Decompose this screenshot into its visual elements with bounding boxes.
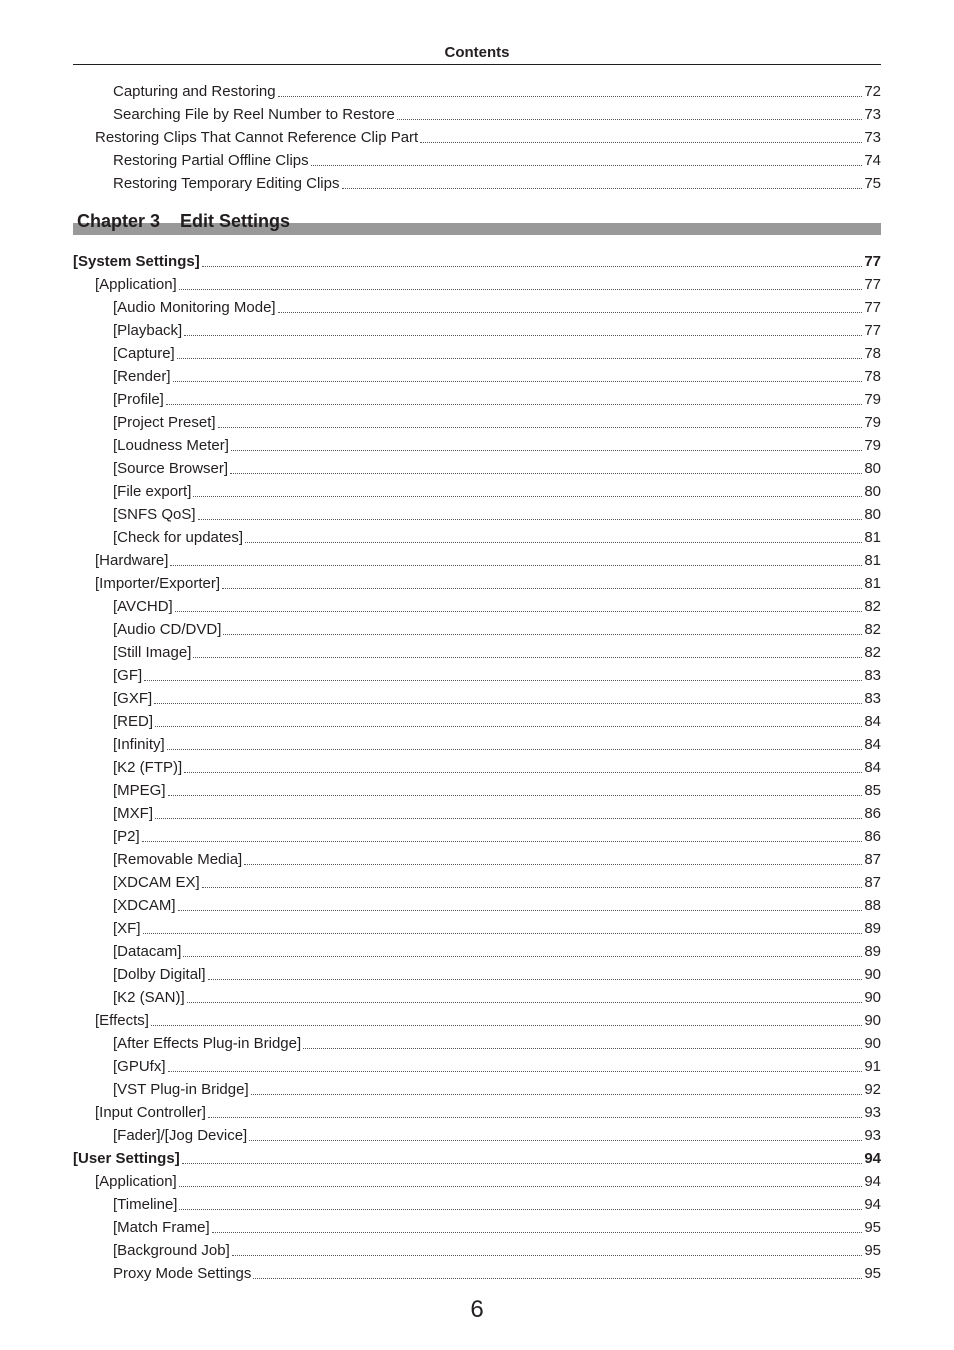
toc-entry-page: 82 [864,621,881,638]
chapter-title [77,210,290,232]
toc-entry-label: Restoring Temporary Editing Clips [113,175,340,192]
toc-entry[interactable] [73,147,881,170]
toc-entry-page: 90 [864,966,881,983]
toc-entry[interactable] [73,1076,881,1099]
toc-entry-label: [Effects] [95,1012,149,1029]
toc-entry-label: [Playback] [113,322,183,339]
toc-entry-label: [Loudness Meter] [113,437,229,454]
toc-entry-label: [Audio CD/DVD] [113,621,222,638]
toc-entry[interactable] [73,708,881,731]
toc-entry-label: [Datacam] [113,943,182,960]
toc-entry[interactable] [73,248,881,271]
toc-dot-leader [175,611,863,612]
toc-dot-leader [142,841,863,842]
toc-entry-page: 87 [864,874,881,891]
toc-entry[interactable] [73,570,881,593]
toc-entry-page: 83 [864,690,881,707]
toc-dot-leader [232,1255,863,1256]
toc-entry[interactable] [73,846,881,869]
toc-entry[interactable] [73,409,881,432]
toc-entry-label: [Hardware] [95,552,169,569]
toc-entry-label: [MXF] [113,805,153,822]
toc-entry[interactable] [73,1122,881,1145]
toc-entry[interactable] [73,78,881,101]
toc-entry[interactable] [73,478,881,501]
toc-entry[interactable] [73,1168,881,1191]
toc-entry-label: [Project Preset] [113,414,216,431]
toc-entry-page: 84 [864,759,881,776]
toc-dot-leader [187,1002,863,1003]
toc-entry-page: 82 [864,598,881,615]
toc-entry[interactable] [73,639,881,662]
toc-entry[interactable] [73,616,881,639]
toc-entry-page: 78 [864,345,881,362]
toc-entry-label: [User Settings] [73,1150,180,1167]
toc-entry[interactable] [73,754,881,777]
toc-entry-page: 77 [864,253,881,270]
toc-entry-label: [Timeline] [113,1196,178,1213]
toc-entry-label: Restoring Partial Offline Clips [113,152,309,169]
toc-entry-page: 86 [864,828,881,845]
toc-entry[interactable] [73,455,881,478]
toc-dot-leader [184,335,862,336]
toc-entry-page: 82 [864,644,881,661]
toc-dot-leader [223,634,862,635]
toc-entry-label: Capturing and Restoring [113,83,276,100]
toc-entry[interactable] [73,1145,881,1168]
toc-top-list [73,78,881,193]
chapter-heading [73,210,881,235]
toc-dot-leader [253,1278,862,1279]
toc-entry-label: [Dolby Digital] [113,966,206,983]
toc-entry-page: 92 [864,1081,881,1098]
toc-entry[interactable] [73,1237,881,1260]
toc-entry[interactable] [73,961,881,984]
toc-dot-leader [249,1140,862,1141]
toc-entry-label: [XDCAM EX] [113,874,200,891]
toc-dot-leader [278,312,863,313]
toc-dot-leader [173,381,863,382]
toc-entry[interactable] [73,271,881,294]
toc-entry-page: 94 [864,1173,881,1190]
toc-main-list [73,248,881,1283]
toc-entry-page: 73 [864,129,881,146]
chapter-name: Edit Settings [180,211,291,231]
toc-entry-page: 78 [864,368,881,385]
toc-entry-page: 77 [864,276,881,293]
toc-dot-leader [143,933,863,934]
toc-entry-label: [K2 (FTP)] [113,759,183,776]
toc-entry[interactable] [73,1053,881,1076]
toc-dot-leader [155,726,862,727]
toc-entry-label: [Check for updates] [113,529,244,546]
toc-entry-label: [GPUfx] [113,1058,166,1075]
toc-dot-leader [202,887,863,888]
toc-dot-leader [170,565,862,566]
toc-dot-leader [230,473,862,474]
toc-entry[interactable] [73,1214,881,1237]
toc-entry[interactable] [73,731,881,754]
toc-dot-leader [212,1232,863,1233]
toc-entry-label: [GF] [113,667,143,684]
toc-entry-page: 94 [864,1150,881,1167]
toc-dot-leader [222,588,862,589]
toc-entry[interactable] [73,662,881,685]
toc-entry-label: [Source Browser] [113,460,229,477]
toc-entry-page: 79 [864,414,881,431]
toc-dot-leader [202,266,863,267]
toc-dot-leader [198,519,863,520]
toc-dot-leader [151,1025,862,1026]
toc-entry[interactable] [73,294,881,317]
toc-entry[interactable] [73,124,881,147]
toc-dot-leader [193,657,862,658]
toc-entry-page: 74 [864,152,881,169]
toc-dot-leader [166,404,862,405]
toc-entry[interactable] [73,685,881,708]
toc-entry-page: 85 [864,782,881,799]
toc-dot-leader [144,680,862,681]
toc-entry-label: [SNFS QoS] [113,506,196,523]
toc-entry-page: 89 [864,943,881,960]
toc-entry-label: [System Settings] [73,253,200,270]
toc-entry-label: Searching File by Reel Number to Restore [113,106,395,123]
toc-entry[interactable] [73,1030,881,1053]
toc-dot-leader [184,772,862,773]
toc-dot-leader [167,749,863,750]
toc-entry[interactable] [73,1007,881,1030]
toc-entry[interactable] [73,984,881,1007]
toc-entry[interactable] [73,1099,881,1122]
toc-entry-page: 95 [864,1265,881,1282]
toc-entry[interactable] [73,869,881,892]
page-number: 6 [470,1296,484,1323]
toc-entry[interactable] [73,170,881,193]
toc-entry-label: [Capture] [113,345,175,362]
toc-entry-label: [VST Plug-in Bridge] [113,1081,249,1098]
page-header-title: Contents [444,44,510,61]
toc-entry-label: [Fader]/[Jog Device] [113,1127,248,1144]
toc-entry-label: [File export] [113,483,192,500]
toc-entry-label: Restoring Clips That Cannot Reference Clip Part [95,129,419,146]
toc-entry-label: [XDCAM] [113,897,176,914]
toc-entry-page: 89 [864,920,881,937]
toc-entry-label: [Still Image] [113,644,192,661]
toc-entry-page: 79 [864,437,881,454]
toc-entry-label: Proxy Mode Settings [113,1265,252,1282]
toc-entry-label: [Removable Media] [113,851,243,868]
toc-entry[interactable] [73,593,881,616]
toc-entry-page: 73 [864,106,881,123]
toc-entry-label: [After Effects Plug-in Bridge] [113,1035,302,1052]
toc-entry[interactable] [73,915,881,938]
toc-entry-page: 94 [864,1196,881,1213]
toc-dot-leader [420,142,862,143]
toc-dot-leader [244,864,862,865]
toc-entry-page: 81 [864,529,881,546]
toc-entry-page: 79 [864,391,881,408]
toc-entry-label: [Audio Monitoring Mode] [113,299,276,316]
toc-entry[interactable] [73,1260,881,1283]
toc-entry-label: [RED] [113,713,154,730]
toc-dot-leader [182,1163,863,1164]
toc-entry-label: [Background Job] [113,1242,230,1259]
toc-entry-page: 72 [864,83,881,100]
toc-entry-label: [P2] [113,828,140,845]
toc-entry-page: 80 [864,460,881,477]
toc-entry[interactable] [73,101,881,124]
toc-entry[interactable] [73,892,881,915]
toc-entry-page: 75 [864,175,881,192]
toc-dot-leader [342,188,863,189]
toc-dot-leader [218,427,863,428]
toc-dot-leader [208,979,863,980]
toc-entry-label: [K2 (SAN)] [113,989,185,1006]
toc-entry[interactable] [73,501,881,524]
toc-entry-page: 90 [864,1035,881,1052]
toc-entry-label: [XF] [113,920,141,937]
toc-entry-label: [Render] [113,368,171,385]
toc-dot-leader [397,119,863,120]
toc-entry-page: 81 [864,552,881,569]
toc-entry-page: 83 [864,667,881,684]
toc-entry-label: [Match Frame] [113,1219,210,1236]
toc-entry[interactable] [73,1191,881,1214]
toc-dot-leader [177,358,863,359]
toc-entry-page: 95 [864,1242,881,1259]
toc-entry-page: 80 [864,483,881,500]
toc-dot-leader [168,1071,863,1072]
header-rule [73,64,881,65]
toc-dot-leader [183,956,862,957]
toc-entry-label: [GXF] [113,690,153,707]
toc-dot-leader [193,496,862,497]
toc-entry-page: 87 [864,851,881,868]
toc-dot-leader [155,818,862,819]
toc-entry[interactable] [73,432,881,455]
toc-dot-leader [251,1094,863,1095]
toc-dot-leader [208,1117,862,1118]
toc-dot-leader [311,165,863,166]
toc-dot-leader [303,1048,862,1049]
toc-entry-page: 77 [864,299,881,316]
toc-entry[interactable] [73,938,881,961]
toc-entry-page: 90 [864,989,881,1006]
toc-dot-leader [154,703,862,704]
toc-dot-leader [179,1209,862,1210]
toc-entry[interactable] [73,800,881,823]
toc-entry-page: 93 [864,1127,881,1144]
toc-entry-page: 95 [864,1219,881,1236]
toc-entry-page: 93 [864,1104,881,1121]
toc-dot-leader [231,450,862,451]
toc-entry-label: [Application] [95,276,177,293]
toc-entry-page: 80 [864,506,881,523]
toc-entry-label: [AVCHD] [113,598,173,615]
toc-entry[interactable] [73,317,881,340]
toc-entry-page: 86 [864,805,881,822]
toc-entry-label: [Application] [95,1173,177,1190]
toc-dot-leader [168,795,863,796]
toc-entry[interactable] [73,823,881,846]
toc-entry-page: 91 [864,1058,881,1075]
toc-entry-label: [MPEG] [113,782,166,799]
toc-entry-label: [Input Controller] [95,1104,206,1121]
toc-entry-page: 90 [864,1012,881,1029]
toc-entry[interactable] [73,386,881,409]
toc-dot-leader [245,542,862,543]
toc-entry[interactable] [73,547,881,570]
toc-entry-page: 84 [864,736,881,753]
toc-entry[interactable] [73,340,881,363]
toc-dot-leader [278,96,863,97]
toc-entry-page: 81 [864,575,881,592]
toc-dot-leader [178,910,863,911]
toc-entry[interactable] [73,363,881,386]
toc-entry-page: 88 [864,897,881,914]
toc-entry-label: [Importer/Exporter] [95,575,221,592]
toc-dot-leader [179,289,863,290]
toc-dot-leader [179,1186,863,1187]
toc-entry-label: [Profile] [113,391,164,408]
chapter-number: Chapter 3 [77,211,161,231]
toc-entry-label: [Infinity] [113,736,165,753]
toc-entry-page: 77 [864,322,881,339]
toc-entry[interactable] [73,777,881,800]
toc-entry[interactable] [73,524,881,547]
toc-entry-page: 84 [864,713,881,730]
